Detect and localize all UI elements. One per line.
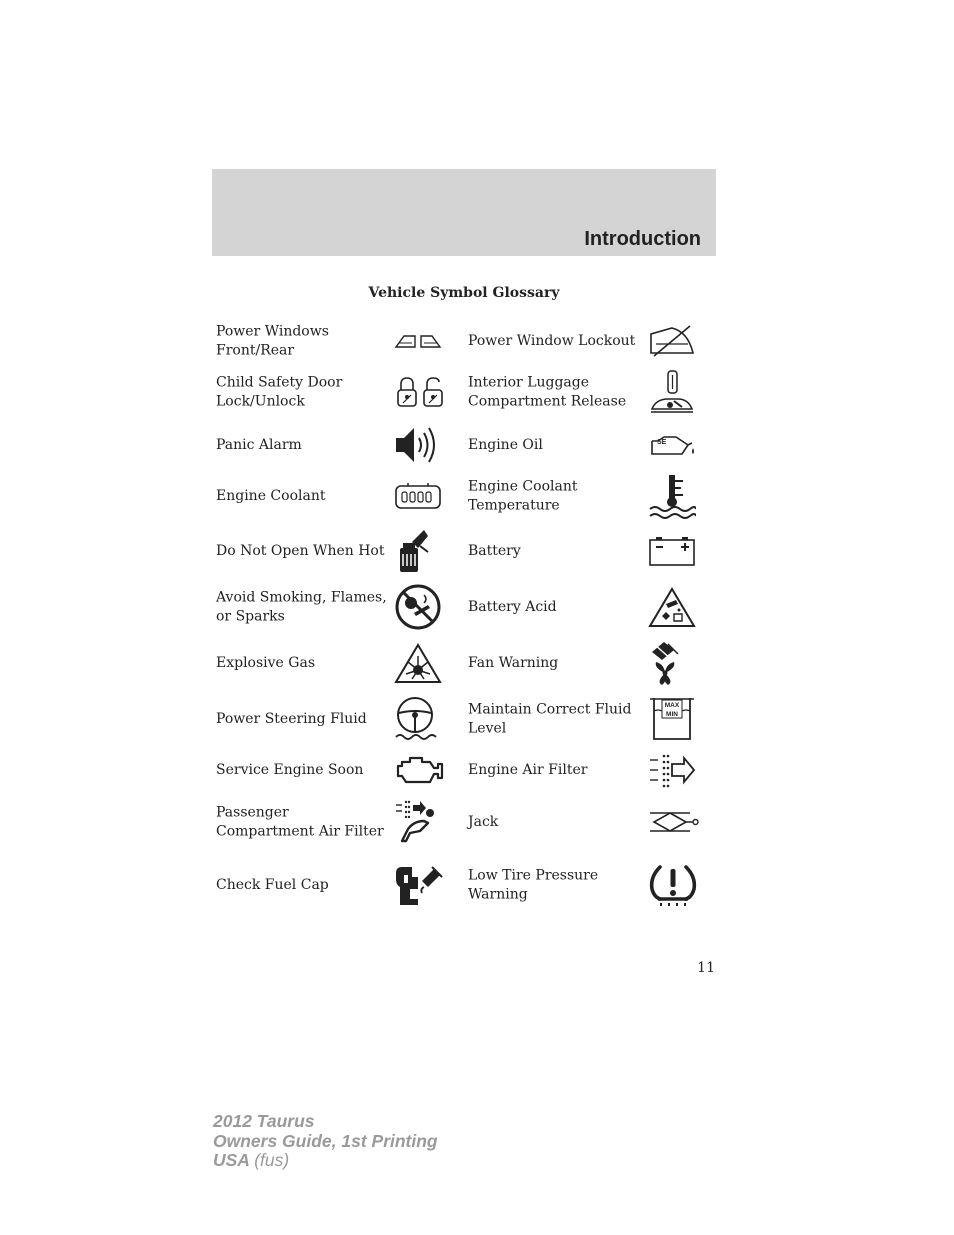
footer-market-code: (fus) — [254, 1150, 290, 1170]
symbol-label: Battery Acid — [468, 598, 557, 615]
power-window-lockout-icon — [648, 324, 696, 358]
fuel-cap-icon — [394, 863, 444, 907]
power-windows-icon — [394, 332, 442, 350]
symbol-label: Low Tire Pressure Warning — [468, 867, 599, 902]
symbol-label: Power Window Lockout — [468, 332, 636, 349]
symbol-label: Do Not Open When Hot — [216, 542, 385, 559]
fluid-level-icon — [648, 696, 696, 742]
luggage-release-icon — [648, 369, 696, 415]
symbol-label: Interior Luggage Compartment Release — [468, 374, 627, 409]
battery-acid-icon — [648, 586, 696, 628]
engine-air-filter-icon — [648, 752, 696, 788]
engine-oil-icon — [648, 433, 696, 457]
footer-line-2: Owners Guide, 1st Printing — [213, 1130, 438, 1151]
footer-region: USA — [213, 1150, 250, 1170]
footer-line-1: 2012 Taurus — [213, 1111, 315, 1131]
cabin-air-filter-icon — [394, 799, 442, 845]
symbol-label: Power Windows Front/Rear — [216, 323, 329, 358]
do-not-open-hot-icon — [394, 528, 434, 574]
symbol-label: Passenger Compartment Air Filter — [216, 804, 384, 839]
symbol-label: Battery — [468, 542, 521, 559]
oil-grade-label: SE — [657, 439, 667, 446]
symbol-label: Panic Alarm — [216, 436, 302, 453]
symbol-label: Power Steering Fluid — [216, 710, 367, 727]
section-title: Introduction — [584, 228, 701, 250]
symbol-label: Engine Oil — [468, 436, 543, 453]
tire-pressure-icon — [648, 863, 698, 907]
fan-warning-icon — [648, 640, 684, 686]
power-steering-icon — [394, 695, 442, 743]
symbol-label: Fan Warning — [468, 654, 559, 671]
service-engine-icon — [394, 754, 446, 786]
symbol-label: Service Engine Soon — [216, 761, 364, 778]
symbol-label: Child Safety Door Lock/Unlock — [216, 374, 343, 409]
symbol-label: Explosive Gas — [216, 654, 316, 671]
jack-icon — [648, 810, 700, 834]
glossary-title: Vehicle Symbol Glossary — [368, 285, 560, 301]
engine-coolant-icon — [394, 481, 442, 511]
symbol-label: Engine Coolant Temperature — [468, 478, 578, 513]
symbol-label: Engine Air Filter — [468, 761, 588, 778]
header-band — [212, 169, 716, 256]
no-smoking-icon — [394, 583, 442, 631]
coolant-temperature-icon — [648, 473, 696, 519]
symbol-label: Engine Coolant — [216, 487, 326, 504]
symbol-label: Check Fuel Cap — [216, 876, 329, 893]
footer — [213, 1112, 438, 1171]
symbol-label: Avoid Smoking, Flames, or Sparks — [216, 589, 387, 624]
footer-line-3 — [213, 1151, 438, 1171]
fluid-max-label: MAX — [664, 702, 680, 709]
symbol-label: Jack — [468, 813, 499, 830]
child-safety-lock-icon — [394, 376, 444, 408]
explosive-gas-icon — [394, 642, 442, 684]
battery-icon — [648, 535, 696, 567]
symbol-label: Maintain Correct Fluid Level — [468, 701, 632, 736]
panic-alarm-icon — [394, 425, 442, 465]
page-number: 11 — [697, 960, 715, 976]
fluid-min-label: MIN — [666, 711, 678, 718]
